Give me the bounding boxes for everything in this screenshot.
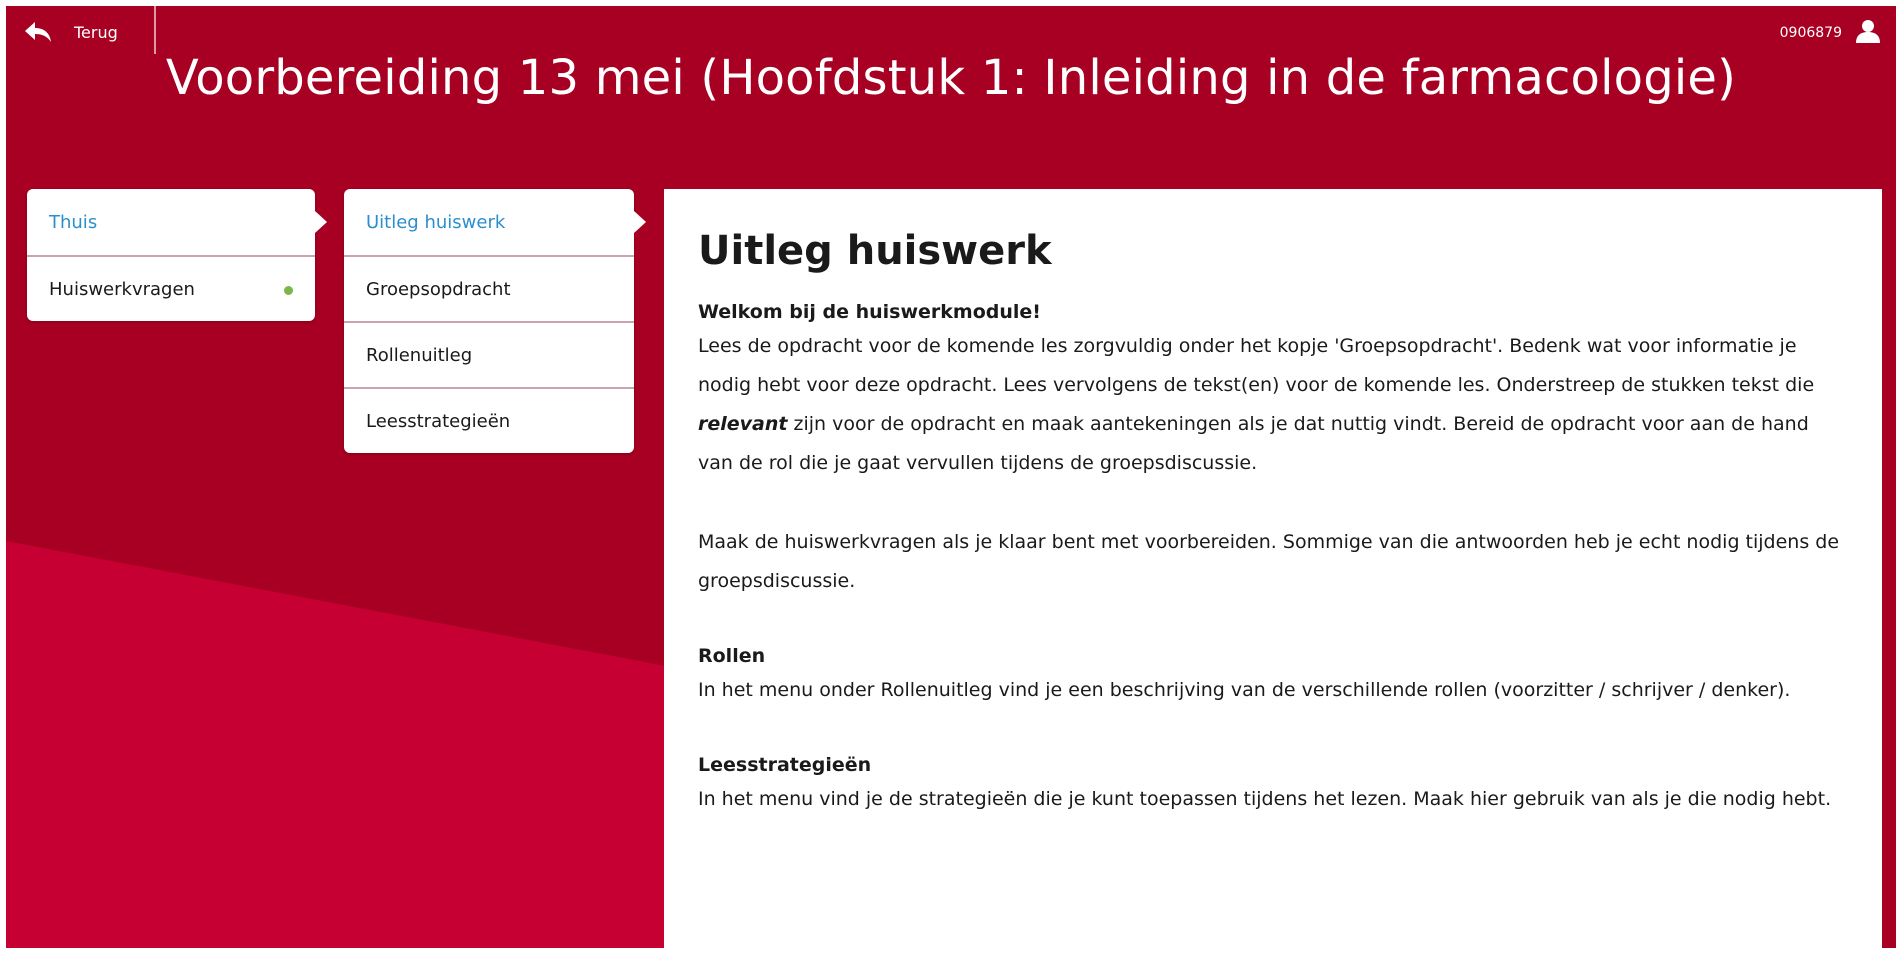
status-dot-icon [284, 286, 293, 295]
content-panel [664, 189, 1882, 948]
menu-item-label: Groepsopdracht [366, 278, 511, 300]
intro-text-continued: zijn voor de opdracht en maak aantekeningen als je dat nuttig vindt. Bereid de opdracht voor aan de hand van de rol die je gaat vervullen tijdens de groepsdiscussie. [698, 413, 1809, 474]
menu-item-uitleg-huiswerk[interactable] [344, 189, 634, 255]
roles-paragraph: In het menu onder Rollenuitleg vind je een beschrijving van de verschillende rollen (voorzitter / schrijver / denker). [698, 679, 1791, 701]
intro-text: Lees de opdracht voor de komende les zorgvuldig onder het kopje 'Groepsopdracht'. Bedenk wat voor informatie je nodig hebt voor deze opdracht. Lees vervolgens de tekst(en) voor de komende les. Onderstreep de stukken tekst die [698, 335, 1815, 396]
homework-paragraph: Maak de huiswerkvragen als je klaar bent met voorbereiden. Sommige van die antwoorden heb je echt nodig tijdens de groepsdiscussie. [698, 531, 1840, 592]
reading-heading: Leesstrategieën [698, 754, 872, 776]
main-menu [27, 189, 315, 321]
menu-item-leesstrategieen[interactable] [344, 387, 634, 453]
menu-item-label: Thuis [49, 211, 98, 233]
menu-item-label: Rollenuitleg [366, 344, 473, 366]
user-icon [1856, 19, 1880, 47]
back-arrow-icon [24, 21, 52, 43]
menu-item-label: Huiswerkvragen [49, 278, 195, 300]
page-title: Voorbereiding 13 mei (Hoofdstuk 1: Inleiding in de farmacologie) [165, 50, 1737, 106]
menu-item-groepsopdracht[interactable] [344, 255, 634, 321]
user-menu[interactable] [1780, 18, 1880, 48]
intro-emphasis: relevant [698, 413, 788, 435]
sub-menu [344, 189, 634, 453]
menu-item-rollenuitleg[interactable] [344, 321, 634, 387]
menu-item-huiswerkvragen[interactable] [27, 255, 315, 321]
topbar-divider [154, 6, 156, 54]
roles-heading: Rollen [698, 645, 766, 667]
intro-paragraph [698, 327, 1848, 483]
spacer [698, 710, 1848, 750]
spacer [698, 483, 1848, 523]
app-window [6, 6, 1896, 948]
spacer [698, 601, 1848, 641]
content-title: Uitleg huiswerk [698, 228, 1052, 274]
back-button[interactable] [24, 16, 118, 48]
user-id: 0906879 [1779, 25, 1842, 41]
welcome-heading: Welkom bij de huiswerkmodule! [698, 301, 1041, 323]
menu-item-label: Uitleg huiswerk [366, 211, 506, 233]
menu-item-label: Leesstrategieën [366, 410, 511, 432]
reading-paragraph: In het menu vind je de strategieën die je kunt toepassen tijdens het lezen. Maak hier gebruik van als je die nodig hebt. [698, 788, 1832, 810]
menu-item-thuis[interactable] [27, 189, 315, 255]
back-label: Terug [74, 22, 118, 42]
